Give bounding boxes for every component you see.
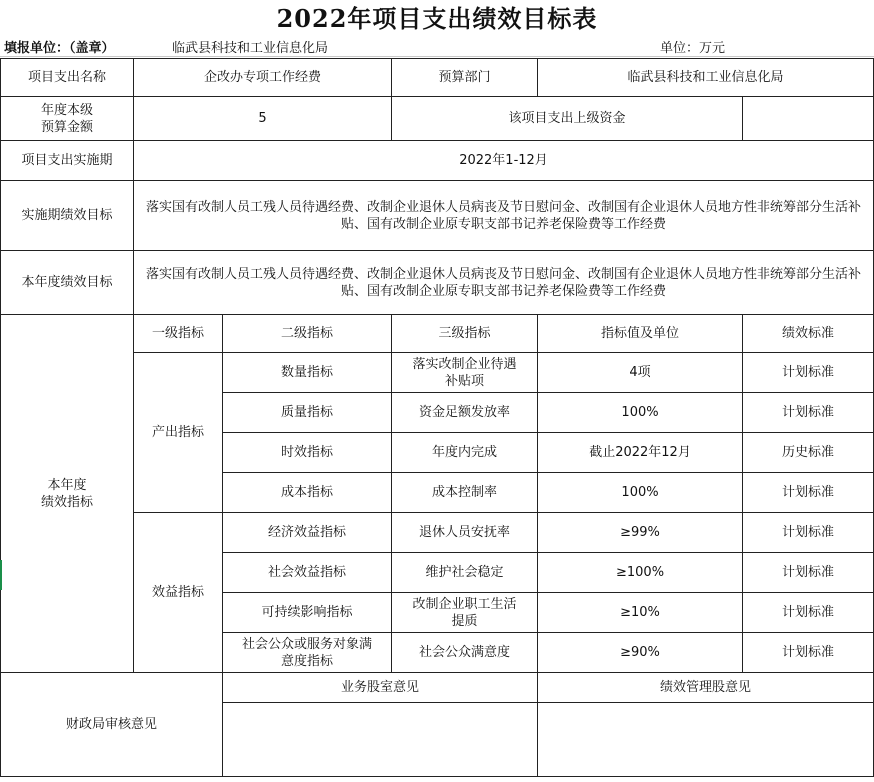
performance-office-opinion-header: 绩效管理股意见 — [538, 673, 874, 703]
header-value-unit: 指标值及单位 — [538, 315, 743, 353]
level2-cell: 成本指标 — [223, 473, 392, 513]
sheet-edge-marker — [0, 560, 2, 590]
benefit-indicator-group: 效益指标 — [134, 513, 223, 673]
header-standard: 绩效标准 — [743, 315, 874, 353]
finance-review-label: 财政局审核意见 — [1, 673, 223, 777]
value-cell[interactable]: 4项 — [538, 353, 743, 393]
level2-cell: 社会公众或服务对象满 意度指标 — [223, 633, 392, 673]
standard-cell[interactable]: 计划标准 — [743, 633, 874, 673]
standard-cell[interactable]: 计划标准 — [743, 353, 874, 393]
page-title: 2022年项目支出绩效目标表 — [276, 4, 598, 33]
level2-cell: 经济效益指标 — [223, 513, 392, 553]
level3-cell: 年度内完成 — [392, 433, 538, 473]
standard-cell[interactable]: 历史标准 — [743, 433, 874, 473]
standard-cell[interactable]: 计划标准 — [743, 473, 874, 513]
superior-funds-value[interactable] — [743, 97, 874, 141]
business-office-opinion-field[interactable] — [223, 703, 538, 777]
header-level1: 一级指标 — [134, 315, 223, 353]
value-cell[interactable]: ≥10% — [538, 593, 743, 633]
level3-cell: 社会公众满意度 — [392, 633, 538, 673]
performance-target-table — [0, 58, 874, 777]
value-cell[interactable]: 100% — [538, 393, 743, 433]
currency-unit: 单位：万元 — [660, 41, 726, 56]
standard-cell[interactable]: 计划标准 — [743, 553, 874, 593]
project-name-label: 项目支出名称 — [1, 59, 134, 97]
value-cell[interactable]: ≥99% — [538, 513, 743, 553]
budget-dept-value[interactable]: 临武县科技和工业信息化局 — [538, 59, 874, 97]
implementation-goal-text[interactable]: 落实国有改制人员工残人员待遇经费、改制企业退休人员病丧及节日慰问金、改制国有企业退休人员地方性非统筹部分生活补贴、国有改制企业原专职支部书记养老保险费等工作经费 — [134, 181, 874, 251]
business-office-opinion-header: 业务股室意见 — [223, 673, 538, 703]
value-cell[interactable]: 100% — [538, 473, 743, 513]
standard-cell[interactable]: 计划标准 — [743, 393, 874, 433]
annual-indicator-section-label: 本年度 绩效指标 — [1, 315, 134, 673]
project-name-value[interactable]: 企改办专项工作经费 — [134, 59, 392, 97]
level3-cell: 退休人员安抚率 — [392, 513, 538, 553]
header-level3: 三级指标 — [392, 315, 538, 353]
level2-cell: 可持续影响指标 — [223, 593, 392, 633]
value-cell[interactable]: ≥90% — [538, 633, 743, 673]
level3-cell: 维护社会稳定 — [392, 553, 538, 593]
level3-cell: 落实改制企业待遇 补贴项 — [392, 353, 538, 393]
reporting-unit-name: 临武县科技和工业信息化局 — [172, 41, 329, 56]
annual-goal-text[interactable]: 落实国有改制人员工残人员待遇经费、改制企业退休人员病丧及节日慰问金、改制国有企业退休人员地方性非统筹部分生活补贴、国有改制企业原专职支部书记养老保险费等工作经费 — [134, 251, 874, 315]
implementation-period-value[interactable]: 2022年1-12月 — [134, 141, 874, 181]
level3-cell: 资金足额发放率 — [392, 393, 538, 433]
budget-dept-label: 预算部门 — [392, 59, 538, 97]
header-level2: 二级指标 — [223, 315, 392, 353]
level3-cell: 成本控制率 — [392, 473, 538, 513]
value-cell[interactable]: 截止2022年12月 — [538, 433, 743, 473]
standard-cell[interactable]: 计划标准 — [743, 513, 874, 553]
standard-cell[interactable]: 计划标准 — [743, 593, 874, 633]
annual-goal-label: 本年度绩效目标 — [1, 251, 134, 315]
sheet-gridline — [0, 56, 874, 57]
implementation-goal-label: 实施期绩效目标 — [1, 181, 134, 251]
value-cell[interactable]: ≥100% — [538, 553, 743, 593]
level2-cell: 质量指标 — [223, 393, 392, 433]
output-indicator-group: 产出指标 — [134, 353, 223, 513]
implementation-period-label: 项目支出实施期 — [1, 141, 134, 181]
reporting-unit-label: 填报单位：（盖章） — [4, 41, 115, 56]
level2-cell: 社会效益指标 — [223, 553, 392, 593]
level2-cell: 数量指标 — [223, 353, 392, 393]
annual-budget-value[interactable]: 5 — [134, 97, 392, 141]
superior-funds-label: 该项目支出上级资金 — [392, 97, 743, 141]
level3-cell: 改制企业职工生活 提质 — [392, 593, 538, 633]
performance-office-opinion-field[interactable] — [538, 703, 874, 777]
annual-budget-label: 年度本级 预算金额 — [1, 97, 134, 141]
level2-cell: 时效指标 — [223, 433, 392, 473]
